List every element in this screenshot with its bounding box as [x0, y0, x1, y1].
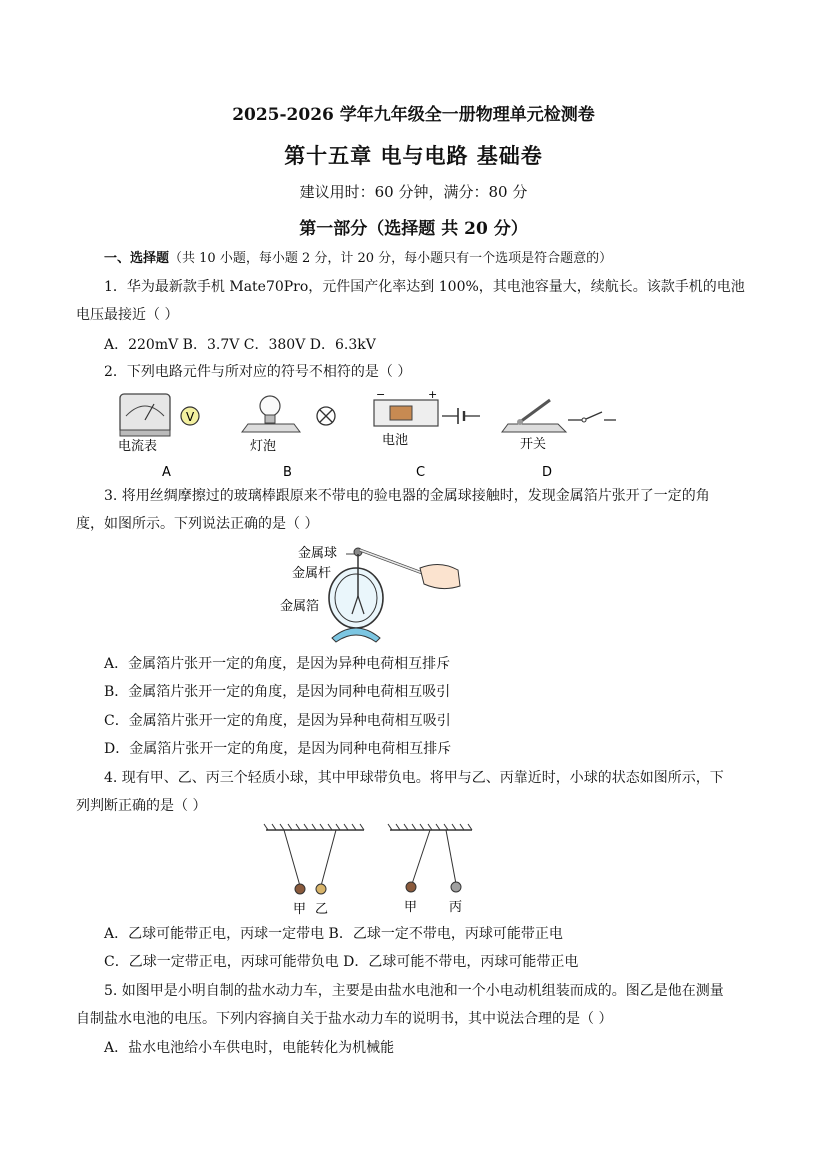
- q2-stem: 2．下列电路元件与所对应的符号不相符的是（ ）: [104, 364, 412, 380]
- ball-label-yi: 乙: [315, 902, 329, 917]
- ball-label-bing: 丙: [449, 900, 463, 915]
- q5-option-a: A．盐水电池给小车供电时，电能转化为机械能: [104, 1040, 395, 1056]
- choice-letter-d: D: [542, 465, 553, 480]
- q3-option-d: D．金属箔片张开一定的角度，是因为同种电荷相互排斥: [104, 741, 452, 757]
- figure-label-rod: 金属杆: [292, 566, 332, 581]
- battery-label: 电池: [382, 433, 409, 448]
- figure-label-ball: 金属球: [298, 546, 338, 561]
- switch-symbol: [568, 412, 616, 422]
- q1-options: A．220mV B．3.7V C．380V D．6.3kV: [104, 337, 376, 353]
- switch-device-image: [502, 400, 566, 432]
- electroscope-figure: [280, 540, 470, 650]
- choice-letter-a: A: [162, 465, 171, 480]
- q3-option-a: A．金属箔片张开一定的角度，是因为异种电荷相互排斥: [104, 656, 451, 672]
- lamp-symbol: [317, 407, 335, 425]
- part-title: 第一部分（选择题 共 20 分）: [299, 219, 528, 239]
- q5-stem-line2: 自制盐水电池的电压。下列内容摘自关于盐水动力车的说明书，其中说法合理的是（ ）: [76, 1011, 613, 1027]
- time-info: 建议用时：60 分钟，满分：80 分: [299, 183, 528, 201]
- section-title: 一、选择题: [104, 251, 170, 266]
- chapter-title: 第十五章 电与电路 基础卷: [284, 143, 543, 168]
- q2-figure: [110, 386, 630, 486]
- bulb-device-image: [242, 396, 300, 432]
- q3-stem-line1: 3. 将用丝绸摩擦过的玻璃棒跟原来不带电的验电器的金属球接触时，发现金属箔片张开了一定的角: [104, 488, 710, 504]
- left-support: [264, 824, 364, 894]
- battery-symbol: [442, 408, 480, 424]
- q5-stem-line1: 5. 如图甲是小明自制的盐水动力车，主要是由盐水电池和一个小电动机组装而成的。图乙是他在测量: [104, 983, 724, 999]
- choice-letter-c: C: [416, 465, 426, 480]
- switch-label: 开关: [520, 437, 547, 452]
- electroscope-image: [329, 548, 460, 642]
- voltmeter-symbol: [181, 407, 199, 425]
- q4-stem-line2: 列判断正确的是（ ）: [76, 798, 207, 814]
- q3-option-b: B．金属箔片张开一定的角度，是因为同种电荷相互吸引: [104, 684, 451, 700]
- q3-option-c: C．金属箔片张开一定的角度，是因为异种电荷相互吸引: [104, 713, 451, 729]
- figure-label-foil: 金属箔: [280, 599, 320, 614]
- svg-text:−: −: [376, 388, 386, 401]
- bulb-label: 灯泡: [250, 439, 277, 454]
- q3-stem-line2: 度，如图所示。下列说法正确的是（ ）: [76, 516, 319, 532]
- q1-stem-line2: 电压最接近（ ）: [76, 307, 179, 323]
- battery-device-image: [374, 388, 438, 426]
- pendulum-figure: [260, 822, 480, 920]
- section-heading: [104, 249, 612, 269]
- section-note: （共 10 小题，每小题 2 分，计 20 分，每小题只有一个选项是符合题意的）: [169, 251, 613, 266]
- svg-text:+: +: [428, 388, 438, 401]
- ball-label-jia-left: 甲: [293, 902, 307, 917]
- q4-options-line1: A．乙球可能带正电，丙球一定带电 B．乙球一定不带电，丙球可能带正电: [104, 926, 563, 942]
- ball-label-jia-right: 甲: [404, 900, 418, 915]
- choice-letter-b: B: [283, 465, 292, 480]
- ammeter-device-image: [120, 394, 170, 436]
- q4-stem-line1: 4. 现有甲、乙、丙三个轻质小球，其中甲球带负电。将甲与乙、丙靠近时，小球的状态如图所示，下: [104, 770, 724, 786]
- meter-symbol-letter: V: [186, 410, 195, 424]
- q4-options-line2: C．乙球一定带正电，丙球可能带负电 D．乙球可能不带电，丙球可能带正电: [104, 954, 579, 970]
- exam-year-title: 2025-2026 学年九年级全一册物理单元检测卷: [232, 105, 595, 125]
- right-support: [388, 824, 472, 892]
- q1-stem-line1: 1．华为最新款手机 Mate70Pro，元件国产化率达到 100%，其电池容量大，续航长。该款手机的电池: [104, 279, 745, 295]
- ammeter-label: 电流表: [118, 439, 158, 454]
